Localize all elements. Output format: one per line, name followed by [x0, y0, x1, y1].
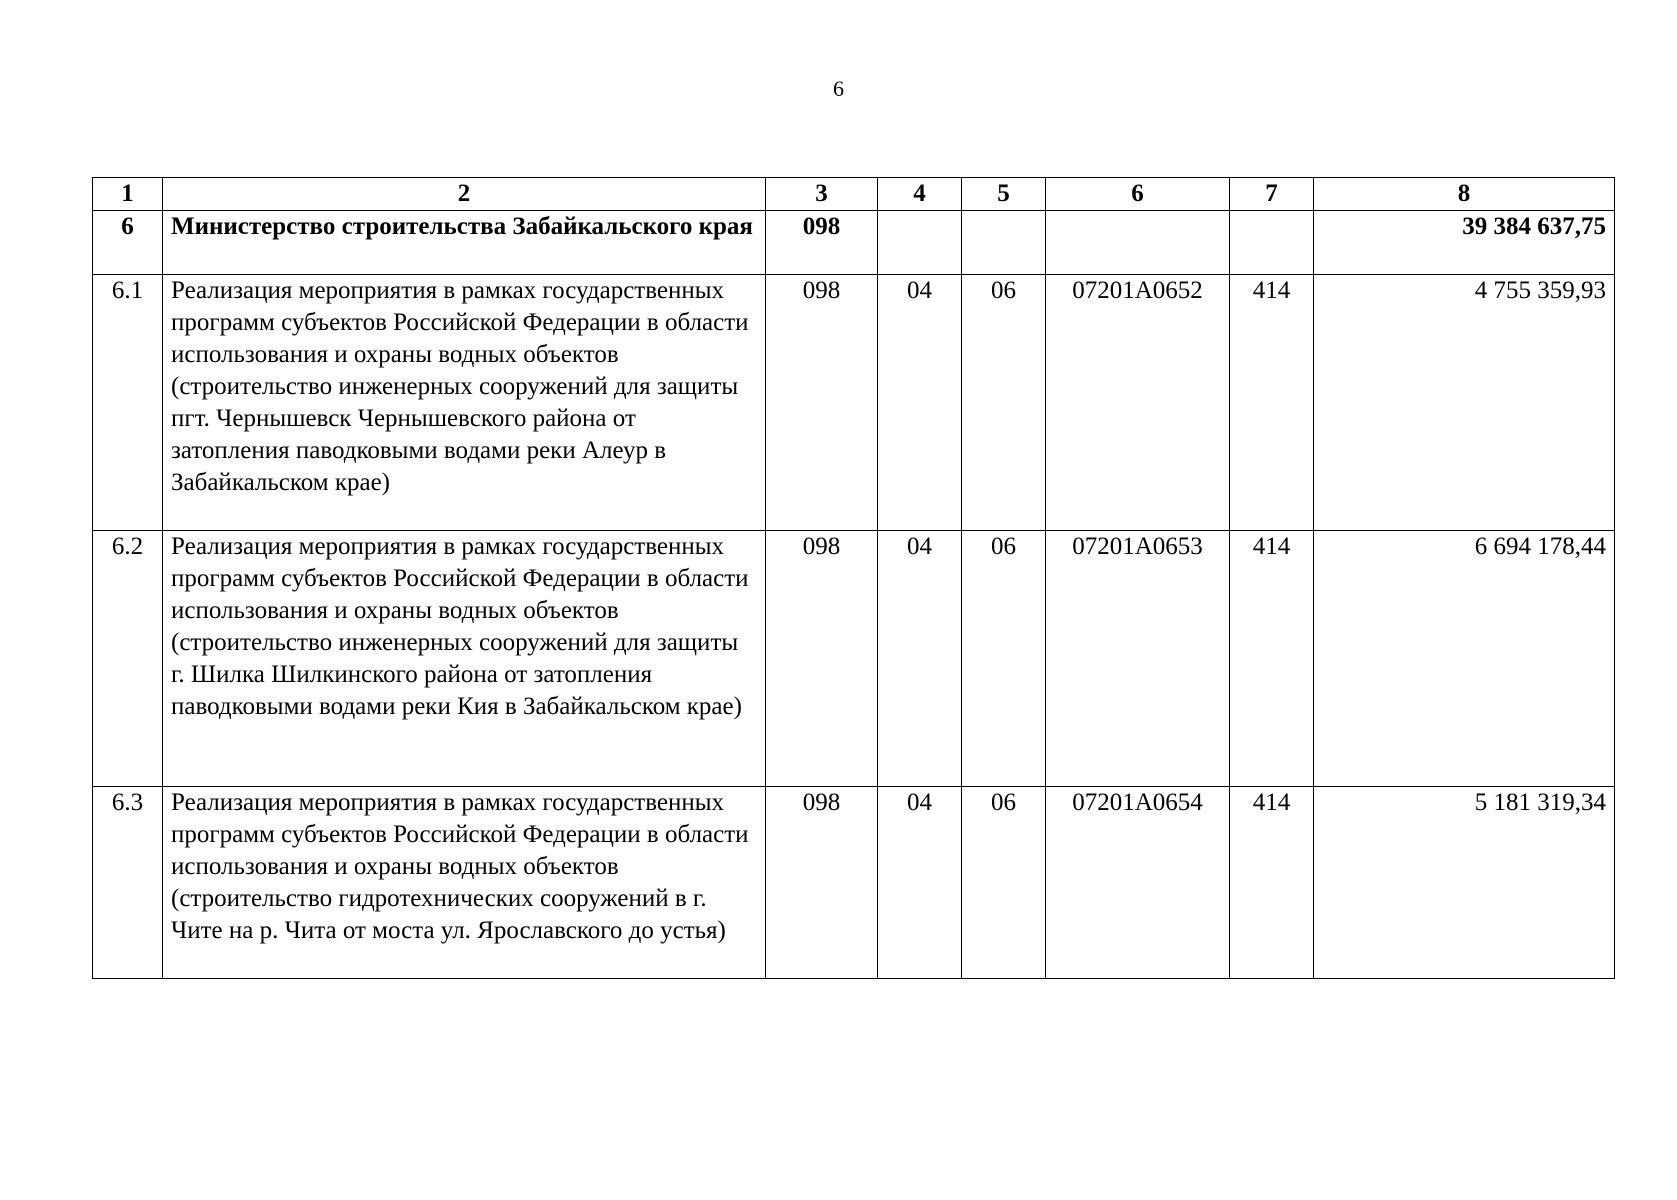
header-cell: 3: [766, 178, 878, 211]
summary-name: Министерство строительства Забайкальского края: [163, 211, 766, 275]
header-cell: 4: [878, 178, 962, 211]
row-code: 098: [766, 275, 878, 531]
page-number: 6: [833, 76, 844, 101]
summary-target: [1046, 211, 1230, 275]
summary-number: 6: [93, 211, 163, 275]
table-row: [93, 531, 1615, 787]
row-number: 6.2: [93, 531, 163, 787]
header-cell: 8: [1314, 178, 1615, 211]
row-subsection: 06: [962, 787, 1046, 979]
row-section: 04: [878, 275, 962, 531]
row-amount: 6 694 178,44: [1314, 531, 1615, 787]
table-row: [93, 787, 1615, 979]
budget-table: [92, 177, 1615, 979]
row-amount: 5 181 319,34: [1314, 787, 1615, 979]
table-header-row: [93, 178, 1615, 211]
row-amount: 4 755 359,93: [1314, 275, 1615, 531]
row-code: 098: [766, 531, 878, 787]
row-number: 6.3: [93, 787, 163, 979]
row-target: 07201A0652: [1046, 275, 1230, 531]
header-cell: 7: [1230, 178, 1314, 211]
summary-expense: [1230, 211, 1314, 275]
summary-subsection: [962, 211, 1046, 275]
row-number: 6.1: [93, 275, 163, 531]
row-description: Реализация мероприятия в рамках государственных программ субъектов Российской Федерации в области использования и охраны водных объектов (строительство инженерных сооружений для защиты пгт. Чернышевск Чернышевского района от затопления паводковыми водами реки Алеур в Забайкальском крае): [163, 275, 766, 531]
row-section: 04: [878, 531, 962, 787]
row-target: 07201A0654: [1046, 787, 1230, 979]
header-cell: 6: [1046, 178, 1230, 211]
row-expense: 414: [1230, 275, 1314, 531]
row-description: Реализация мероприятия в рамках государственных программ субъектов Российской Федерации в области использования и охраны водных объектов (строительство гидротехнических сооружений в г. Чите на р. Чита от моста ул. Ярославского до устья): [163, 787, 766, 979]
header-cell: 1: [93, 178, 163, 211]
row-subsection: 06: [962, 275, 1046, 531]
row-subsection: 06: [962, 531, 1046, 787]
row-description: Реализация мероприятия в рамках государственных программ субъектов Российской Федерации в области использования и охраны водных объектов (строительство инженерных сооружений для защиты г. Шилка Шилкинского района от затопления паводковыми водами реки Кия в Забайкальском крае): [163, 531, 766, 787]
row-expense: 414: [1230, 787, 1314, 979]
row-target: 07201A0653: [1046, 531, 1230, 787]
summary-amount: 39 384 637,75: [1314, 211, 1615, 275]
summary-row: [93, 211, 1615, 275]
summary-code: 098: [766, 211, 878, 275]
row-code: 098: [766, 787, 878, 979]
header-cell: 2: [163, 178, 766, 211]
table-row: [93, 275, 1615, 531]
row-section: 04: [878, 787, 962, 979]
summary-section: [878, 211, 962, 275]
header-cell: 5: [962, 178, 1046, 211]
row-expense: 414: [1230, 531, 1314, 787]
